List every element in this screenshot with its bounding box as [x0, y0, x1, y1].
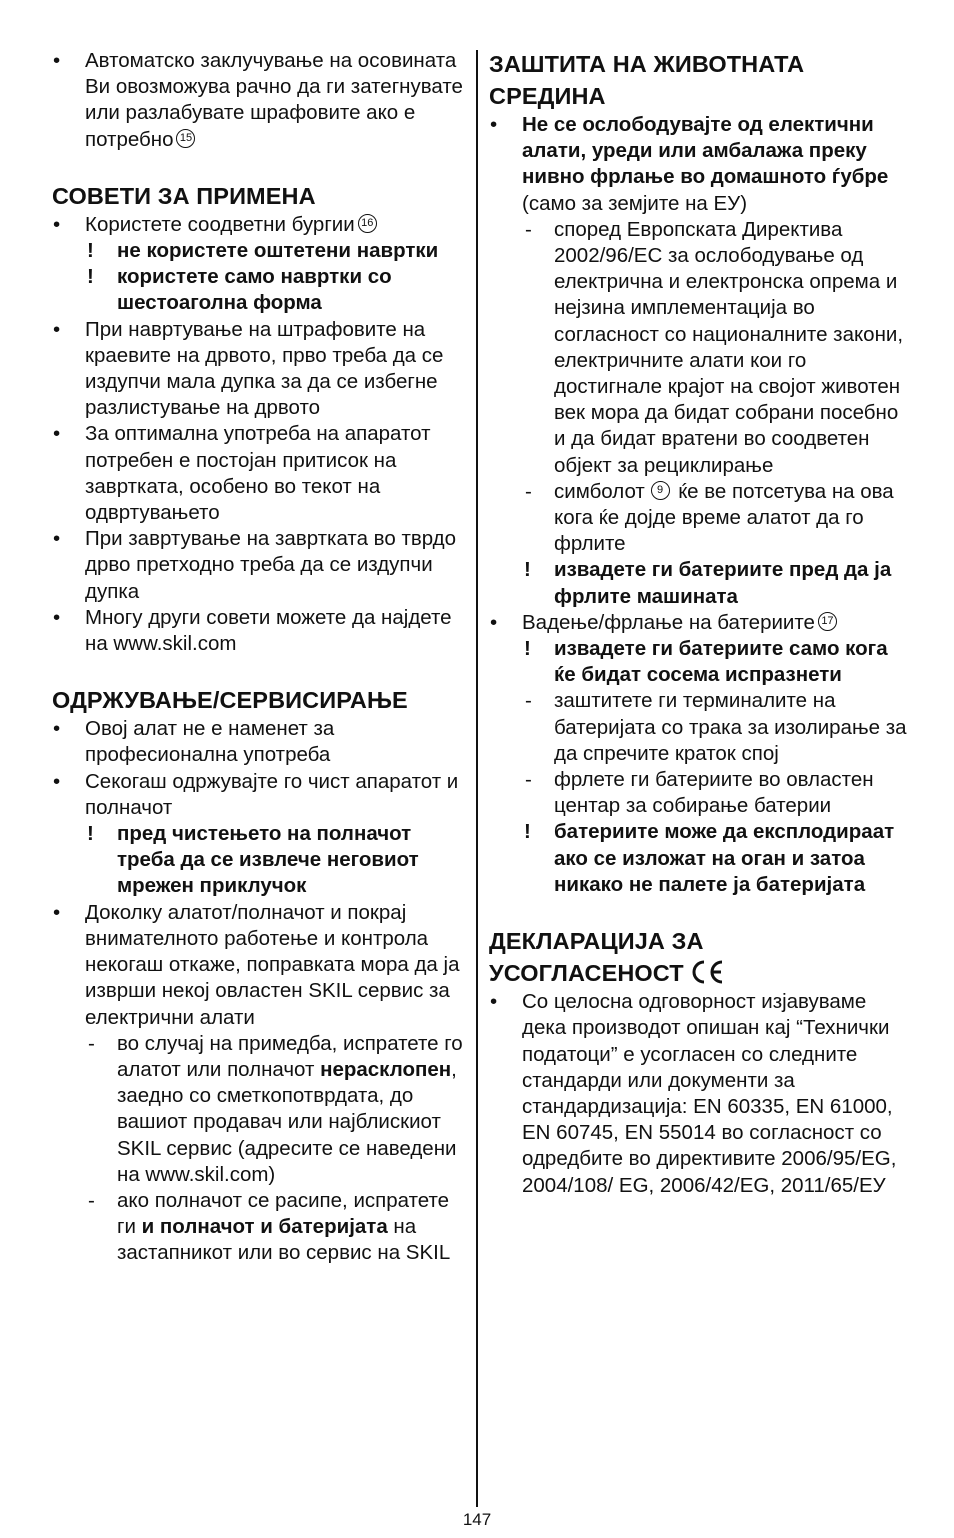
reference-number-icon: 9	[651, 481, 670, 500]
list-item: • При навртување на штрафовите на краевите на дрвото, прво треба да се издупчи мала дупка за да се избегне разлистување на дрвото	[53, 317, 444, 420]
warning-icon: !	[524, 820, 531, 844]
reference-number-icon: 16	[358, 214, 377, 233]
bullet-icon: •	[490, 990, 498, 1014]
bullet-icon: •	[53, 422, 61, 446]
list-item: • Користете соодветни бургии 16	[52, 212, 466, 238]
list-item: • Многу други совети можете да најдете на www.skil.com	[53, 605, 452, 656]
sub-item: - во случај на примедба, испратете го алатот или полначот нерасклопен, заедно со сметкопотврдата, до вашиот продавач или најблискиот SKIL сервис (адресите се наведени на www.skil.com)	[52, 1031, 466, 1188]
list-item: • При завртување на завртката во тврдо дрво претходно треба да се издупчи дупка	[53, 527, 457, 603]
bullet-icon: •	[53, 49, 61, 72]
dash-icon: -	[88, 1188, 95, 1212]
list-item: • Секогаш одржувајте го чист апаратот и полначот	[53, 769, 459, 819]
section-heading-environment: ЗАШТИТА НА ЖИВОТНАТА СРЕДИНА	[489, 51, 805, 109]
list-item: • Овој алат не е наменет за професионална употреба	[53, 717, 335, 767]
dash-icon: -	[525, 689, 532, 713]
bullet-icon: •	[53, 900, 61, 924]
warning-icon: !	[87, 822, 94, 846]
warning-item: ! батериите може да експлодираат ако се изложат на оган и затоа никако не палете ја батеријата	[524, 820, 895, 896]
section-heading-maintenance: ОДРЖУВАЊЕ/СЕРВИСИРАЊЕ	[52, 687, 408, 714]
section-heading-declaration: ДЕКЛАРАЦИЈА ЗА УСОГЛАСЕНОСТ	[489, 925, 909, 989]
sub-item: - симболот 9 ќе ве потсетува на ова кога ќе дојде време алатот да го фрлите	[489, 479, 909, 558]
warning-item: ! пред чистењето на полначот треба да се извлече неговиот мрежен приклучок	[87, 822, 419, 898]
list-item: • Не се ослободувајте од електични алати, уреди или амбалажа преку нивно фрлање во домашното ѓубре (само за земјите на ЕУ)	[490, 113, 889, 215]
page-number: 147	[462, 1510, 492, 1529]
warning-item: ! извадете ги батериите пред да ја фрлите машината	[524, 558, 892, 608]
sub-item: - фрлете ги батериите во овластен центар за собирање батерии	[489, 767, 909, 819]
bullet-icon: •	[53, 527, 61, 551]
dash-icon: -	[88, 1031, 95, 1055]
bullet-icon: •	[53, 717, 61, 741]
dash-icon: -	[525, 768, 532, 792]
right-column	[489, 48, 909, 1199]
warning-item: ! не користете оштетени навртки	[52, 238, 466, 264]
list-item: • Доколку алатот/полначот и покрај внимателното работење и контрола некогаш откаже, поправката мора да ја изврши некој овластен SKIL сервис за електрични алати	[53, 900, 460, 1029]
left-column	[52, 48, 466, 1267]
warning-icon: !	[524, 637, 531, 661]
bullet-icon: •	[53, 769, 61, 793]
spindle-lock-text: Ви овозможува рачно да ги затегнувате или разлабувате шрафовите ако е потребно 15	[85, 75, 463, 151]
bullet-icon: •	[53, 317, 61, 341]
bullet-icon: •	[490, 610, 498, 634]
dash-icon: -	[525, 479, 532, 503]
warning-item: ! извадете ги батериите само кога ќе бидат сосема испразнети	[524, 637, 888, 687]
reference-number-icon: 17	[818, 612, 837, 631]
warning-icon: !	[87, 239, 94, 263]
section-heading-tips: СОВЕТИ ЗА ПРИМЕНА	[52, 182, 316, 209]
sub-item: - според Европската Директива 2002/96/ЕС за ослободување од електрична и електронска опрема и нејзина имплементација во согласност со националните закони, електричните алати кои го достигнале крајот на својот животен век мора да бидат собрани посебно и да бидат вратени во соодветен објект за рециклирање	[489, 217, 909, 479]
list-item: • Со целосна одговорност изјавуваме дека производот опишан кај “Технички податоци” е усогласен со следните стандарди или документи за стандардизација: EN 60335, EN 61000, EN 60745, EN 55014 во согласност со одредбите во директивите 2006/95/EG, 2004/108/ EG, 2006/42/EG, 2011/65/ЕУ	[490, 990, 897, 1197]
list-item: • За оптимална употреба на апаратот потребен е постојан притисок на завртката, особено во текот на одвртувањето	[53, 422, 431, 525]
bullet-icon: •	[490, 113, 498, 136]
warning-icon: !	[87, 265, 94, 289]
sub-item: - ако полначот се расипе, испратете ги и полначот и батеријата на застапникот или во сервис на SKIL	[52, 1188, 466, 1267]
reference-number-icon: 15	[176, 129, 195, 148]
bullet-icon: •	[53, 605, 61, 629]
warning-icon: !	[524, 558, 531, 582]
spindle-lock-title: Автоматско заклучување на осовината	[85, 49, 457, 72]
bullet-icon: •	[53, 212, 61, 236]
column-divider	[476, 50, 478, 1507]
list-item: • Вадење/фрлање на батериите 17	[489, 610, 909, 636]
sub-item: - заштитете ги терминалите на батеријата со трака за изолирање за да спречите краток спој	[489, 688, 909, 767]
warning-item: ! користете само навртки со шестоаголна форма	[87, 265, 392, 315]
dash-icon: -	[525, 217, 532, 241]
list-item	[52, 48, 466, 153]
ce-mark-icon	[690, 959, 724, 985]
